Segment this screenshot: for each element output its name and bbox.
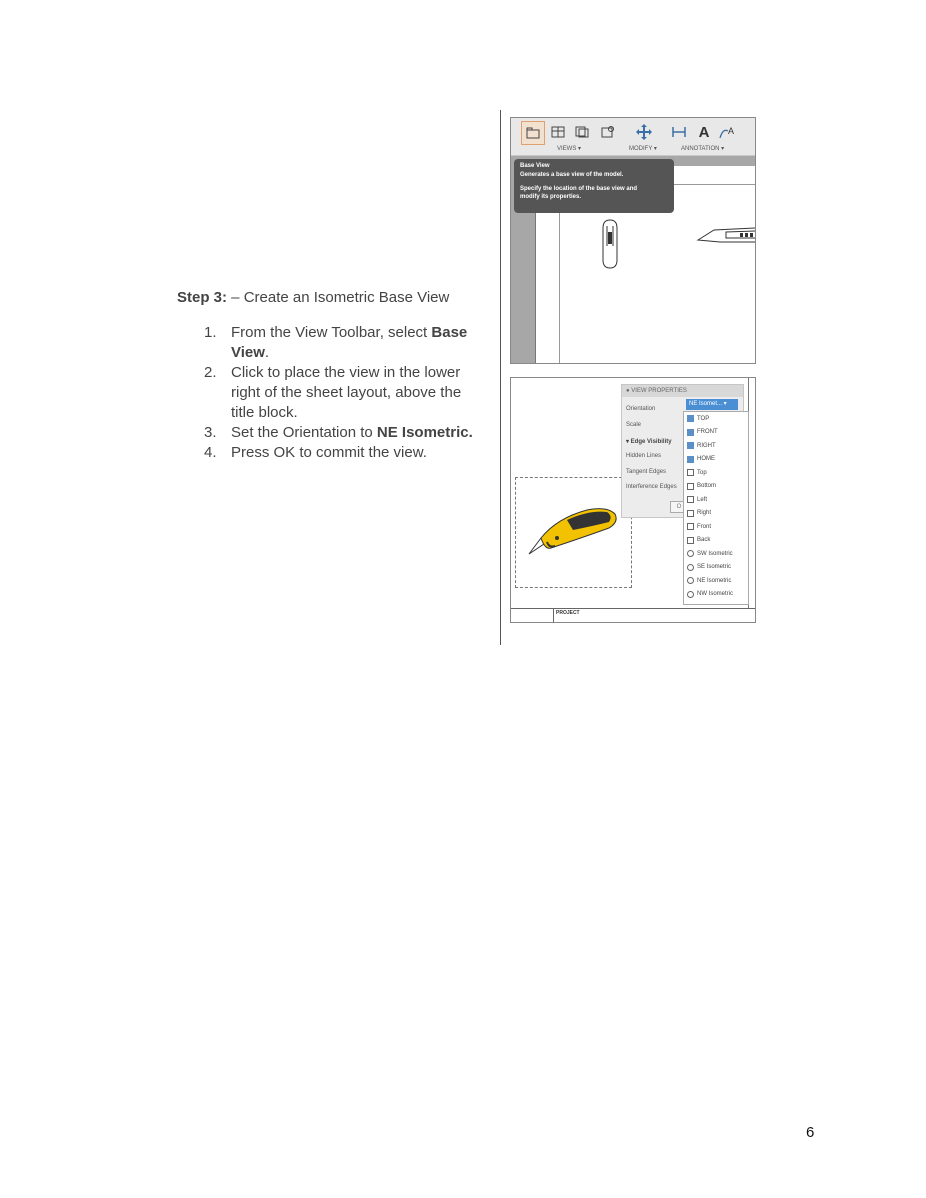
cube-face-icon bbox=[687, 523, 694, 530]
orientation-option[interactable] bbox=[684, 412, 748, 426]
column-divider bbox=[500, 110, 501, 645]
tangent-edges-label: Tangent Edges bbox=[626, 469, 667, 475]
instruction-item bbox=[204, 423, 479, 443]
orientation-option-label: TOP bbox=[697, 415, 710, 422]
named-view-icon bbox=[687, 456, 694, 463]
orientation-option[interactable] bbox=[684, 561, 748, 575]
hidden-lines-label: Hidden Lines bbox=[626, 453, 662, 459]
step-heading bbox=[177, 289, 477, 306]
item-text-end: . bbox=[264, 344, 270, 361]
orientation-option-label: SE Isometric bbox=[697, 564, 732, 571]
page-number: 6 bbox=[806, 1124, 815, 1141]
named-view-icon bbox=[687, 442, 694, 449]
orientation-select[interactable]: NE Isomet... ▾ bbox=[686, 399, 738, 410]
isometric-view-icon bbox=[687, 564, 694, 571]
orientation-option-label: FRONT bbox=[697, 429, 718, 436]
orientation-option-label: RIGHT bbox=[697, 442, 716, 449]
item-emphasis: NE Isometric. bbox=[376, 424, 473, 441]
ok-button[interactable]: O bbox=[670, 501, 688, 513]
cube-face-icon bbox=[687, 469, 694, 476]
orientation-option[interactable] bbox=[684, 466, 748, 480]
item-number: 4. bbox=[204, 444, 217, 461]
named-view-icon bbox=[687, 415, 694, 422]
orientation-option-label: Top bbox=[697, 469, 707, 476]
move-button[interactable] bbox=[633, 121, 655, 143]
instruction-item bbox=[204, 363, 479, 423]
dimension-icon bbox=[671, 125, 687, 139]
orientation-option[interactable] bbox=[684, 588, 748, 602]
item-text: Set the Orientation to bbox=[231, 424, 377, 441]
sheet-right-edge bbox=[748, 378, 755, 608]
base-view-tooltip bbox=[514, 159, 674, 213]
orientation-option[interactable] bbox=[684, 547, 748, 561]
toolbar-screenshot bbox=[510, 117, 756, 364]
item-number: 2. bbox=[204, 364, 217, 381]
instruction-item bbox=[204, 323, 479, 363]
orientation-option[interactable] bbox=[684, 453, 748, 467]
orientation-option[interactable] bbox=[684, 574, 748, 588]
orientation-option-label: NW Isometric bbox=[697, 591, 733, 598]
base-view-icon bbox=[526, 127, 540, 139]
tooltip-instruction: Specify the location of the base view and modify its properties. bbox=[520, 186, 638, 200]
instruction-item bbox=[204, 443, 479, 463]
step-title: – Create an Isometric Base View bbox=[227, 289, 450, 306]
instruction-list bbox=[204, 323, 479, 463]
orientation-option-label: Bottom bbox=[697, 483, 717, 490]
project-cell: PROJECT bbox=[553, 609, 580, 623]
isometric-knife-image bbox=[527, 506, 621, 556]
view-toolbar bbox=[511, 118, 755, 156]
orientation-option-label: HOME bbox=[697, 456, 715, 463]
orientation-label: Orientation bbox=[626, 406, 656, 412]
leader-button[interactable] bbox=[717, 121, 739, 143]
isometric-view-icon bbox=[687, 591, 694, 598]
isometric-view-icon bbox=[687, 550, 694, 557]
cube-face-icon bbox=[687, 483, 694, 490]
scale-label: Scale bbox=[626, 422, 642, 428]
item-number: 1. bbox=[204, 324, 217, 341]
orientation-option[interactable] bbox=[684, 520, 748, 534]
item-emphasis: Base View bbox=[231, 324, 468, 361]
leader-icon bbox=[719, 125, 737, 139]
annotation-menu-label[interactable]: ANNOTATION ▾ bbox=[681, 146, 725, 152]
orientation-option-label: Front bbox=[697, 523, 712, 530]
orientation-option-label: SW Isometric bbox=[697, 550, 733, 557]
dimension-button[interactable] bbox=[668, 121, 690, 143]
knife-side-view bbox=[696, 224, 756, 252]
panel-title: VIEW PROPERTIES bbox=[631, 388, 687, 394]
item-number: 3. bbox=[204, 424, 217, 441]
named-view-icon bbox=[687, 429, 694, 436]
section-view-button[interactable] bbox=[571, 121, 593, 143]
orientation-option[interactable] bbox=[684, 480, 748, 494]
orientation-option[interactable] bbox=[684, 534, 748, 548]
item-text: Press OK to commit the view. bbox=[231, 444, 427, 461]
orientation-option-label: Back bbox=[697, 537, 711, 544]
item-text: Click to place the view in the lower right of the sheet layout, above the title block. bbox=[231, 364, 462, 421]
projected-view-icon bbox=[551, 126, 565, 138]
text-button[interactable] bbox=[693, 121, 715, 143]
section-view-icon bbox=[575, 126, 589, 138]
step-label: Step 3: bbox=[177, 289, 228, 306]
orientation-option-label: NE Isometric bbox=[697, 577, 732, 584]
orientation-dropdown bbox=[683, 411, 749, 605]
tooltip-description: Generates a base view of the model. bbox=[520, 172, 624, 178]
views-menu-label[interactable]: VIEWS ▾ bbox=[557, 146, 582, 152]
orientation-option[interactable] bbox=[684, 507, 748, 521]
detail-view-icon bbox=[601, 126, 615, 138]
title-block bbox=[511, 608, 755, 623]
interference-edges-label: Interference Edges bbox=[626, 484, 677, 490]
edge-visibility-toggle[interactable]: ▾ Edge Visibility bbox=[626, 439, 672, 445]
orientation-option[interactable] bbox=[684, 439, 748, 453]
move-icon bbox=[636, 124, 652, 140]
orientation-option[interactable] bbox=[684, 493, 748, 507]
projected-view-button[interactable] bbox=[547, 121, 569, 143]
orientation-option[interactable] bbox=[684, 426, 748, 440]
cube-face-icon bbox=[687, 537, 694, 544]
detail-view-button[interactable] bbox=[597, 121, 619, 143]
modify-menu-label[interactable]: MODIFY ▾ bbox=[629, 146, 657, 152]
text-icon: A bbox=[698, 123, 710, 141]
svg-text:A: A bbox=[728, 126, 735, 136]
item-text: From the View Toolbar, select bbox=[231, 324, 432, 341]
panel-header: ● VIEW PROPERTIES bbox=[622, 385, 743, 397]
knife-front-view bbox=[599, 218, 621, 270]
isometric-view-icon bbox=[687, 577, 694, 584]
view-properties-screenshot bbox=[510, 377, 756, 623]
tooltip-title: Base View bbox=[520, 163, 550, 169]
cube-face-icon bbox=[687, 496, 694, 503]
orientation-option-label: Left bbox=[697, 496, 708, 503]
base-view-button[interactable] bbox=[521, 121, 545, 145]
cube-face-icon bbox=[687, 510, 694, 517]
orientation-option-label: Right bbox=[697, 510, 712, 517]
